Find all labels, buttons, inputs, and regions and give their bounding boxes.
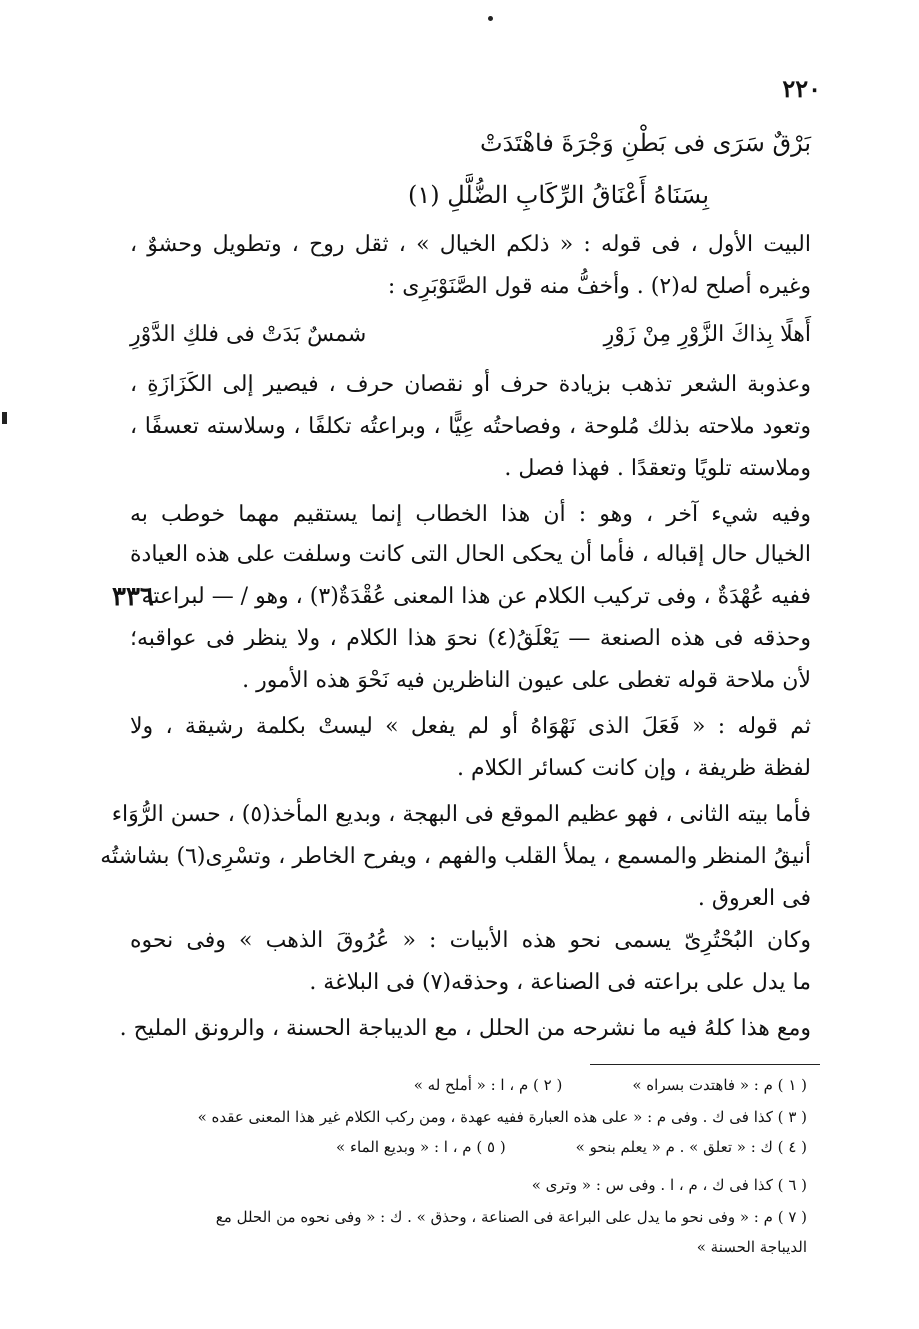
body-line: ففيه عُهْدَةٌ ، وفى تركيب الكلام عن هذا المعنى عُقْدَةٌ(٣) ، وهو / — لبراعته	[141, 584, 811, 609]
body-line: وغيره أصلح له(٢) . وأخفُّ منه قول الصَّنَوْبَرِى :	[387, 274, 811, 299]
footnote-1: ( ١ ) م : « فاهتدت بسراه »	[632, 1076, 807, 1094]
margin-page-number: ٣٣٦	[112, 582, 154, 612]
page-number: ٢٢٠	[782, 74, 821, 103]
footnote-row	[414, 1076, 807, 1094]
body-line: فأما بيته الثانى ، فهو عظيم الموقع فى البهجة ، وبديع المأخذ(٥) ، حسن الرُّوَاء	[111, 802, 811, 827]
body-line: لأن ملاحة قوله تغطى على عيون الناظرين فيه نَحْوَ هذه الأمور .	[242, 668, 811, 693]
footnote-row	[336, 1138, 807, 1156]
verse-hemistich-left: شمسٌ بَدَتْ فى فلكِ الدَّوْرِ	[130, 322, 367, 347]
body-line: وفيه شيء آخر ، وهو : أن هذا الخطاب إنما يستقيم مهما خوطب به	[130, 502, 811, 527]
body-line: وعذوبة الشعر تذهب بزيادة حرف أو نقصان حرف ، فيصير إلى الكَزَازَةِ ،	[130, 372, 811, 397]
footnote-3: ( ٣ ) كذا فى ك . وفى م : « على هذه العبارة ففيه عهدة ، ومن ركب الكلام غير هذا المعنى عقده »	[197, 1108, 807, 1126]
body-line: ومع هذا كلهُ فيه ما نشرحه من الحلل ، مع الديباجة الحسنة ، والرونق المليح .	[119, 1016, 811, 1041]
verse-pair	[130, 322, 811, 347]
footnote-6: ( ٦ ) كذا فى ك ، م ، ا . وفى س : « وترى »	[531, 1176, 807, 1194]
page-dot	[488, 16, 493, 21]
body-line: أنيقُ المنظر والمسمع ، يملأ القلب والفهم ، ويفرح الخاطر ، وتسْرِى(٦) بشاشتُه	[100, 844, 811, 869]
body-line: وتعود ملاحته بذلك مُلوحة ، وفصاحتُه عِيًّا ، وبراعتُه تكلفًا ، وسلاسته تعسفًا ،	[130, 414, 811, 439]
body-line: وحذقه فى هذه الصنعة — يَعْلَقُ(٤) نحوَ هذا الكلام ، ولا ينظر فى عواقبه؛	[130, 626, 812, 651]
verse-line-1: بَرْقٌ سَرَى فى بَطْنِ وَجْرَةَ فاهْتَدَتْ	[479, 129, 811, 157]
body-line: ثم قوله : « فَعَلَ الذى نَهْوَاهُ أو لم يفعل » ليستْ بكلمة رشيقة ، ولا	[130, 714, 811, 739]
body-line: ما يدل على براعته فى الصناعة ، وحذقه(٧) فى البلاغة .	[309, 970, 811, 995]
footnote-7-cont: الديباجة الحسنة »	[696, 1238, 807, 1256]
footnote-rule	[590, 1064, 820, 1065]
footnote-4: ( ٤ ) ك : « تعلق » . م « يعلم بنحو »	[575, 1138, 807, 1156]
body-line: لفظة ظريفة ، وإن كانت كسائر الكلام .	[457, 756, 811, 781]
footnote-7: ( ٧ ) م : « وفى نحو ما يدل على البراعة فى الصناعة ، وحذق » . ك : « وفى نحوه من الحلل مع	[215, 1208, 807, 1226]
footnote-2: ( ٢ ) م ، ا : « أملح له »	[413, 1076, 563, 1094]
body-line: وكان البُحْتُرِىّ يسمى نحو هذه الأبيات : « عُرُوقَ الذهب » وفى نحوه	[130, 928, 811, 953]
verse-line-2: بِسَنَاهُ أَعْنَاقُ الرِّكَابِ الضُّلَّلِ (١)	[408, 181, 709, 209]
body-line: الخيال حال إقباله ، فأما أن يحكى الحال التى كانت وسلفت على هذه العيادة	[130, 542, 811, 567]
edge-mark	[2, 412, 7, 424]
body-line: فى العروق .	[697, 886, 811, 911]
footnote-5: ( ٥ ) م ، ا : « وبديع الماء »	[336, 1138, 506, 1156]
body-line: البيت الأول ، فى قوله : « ذلكم الخيال » ، ثقل روح ، وتطويل وحشوٌ ،	[130, 232, 811, 257]
body-line: وملاسته تلويًا وتعقدًا . فهذا فصل .	[504, 456, 811, 481]
verse-hemistich-right: أَهلًا بِذاكَ الزَّوْرِ مِنْ زَوْرِ	[603, 322, 811, 347]
